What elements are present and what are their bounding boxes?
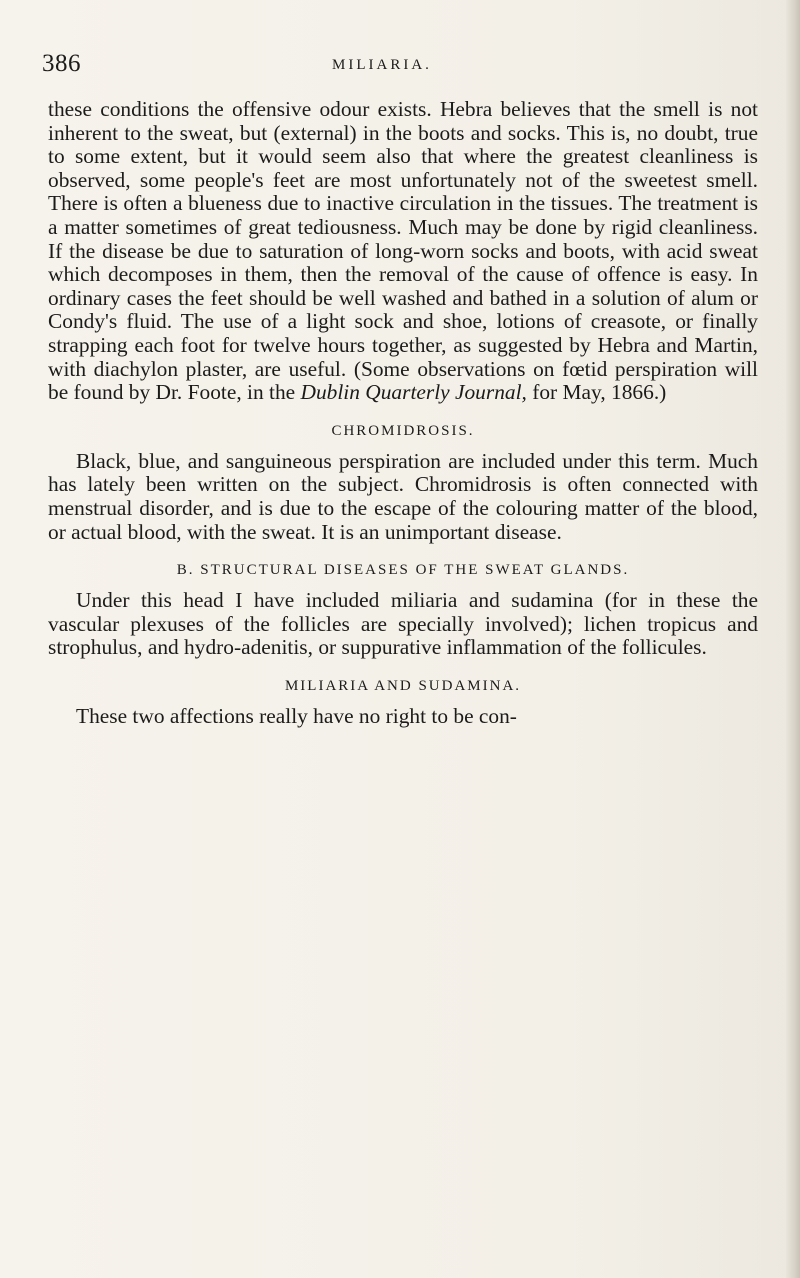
paragraph-text: these conditions the offensive odour exists. Hebra believes that the smell is not inherent to the sweat, but (external) in the boots and socks. This is, no doubt, true to some extent, but it would seem also that where the greatest cleanliness is observed, some people's feet are most unfortunately not of the sweetest smell. There is often a blueness due to inactive circulation in the tissues. The treatment is a matter sometimes of great tediousness. Much may be done by rigid cleanliness. If the disease be due to saturation of long-worn socks and boots, with acid sweat which decomposes in them, then the removal of the cause of offence is easy. In ordinary cases the feet should be well washed and bathed in a solution of alum or Condy's fluid. The use of a light sock and shoe, lotions of creasote, or finally strapping each foot for twelve hours together, as suggested by Hebra and Martin, with diachylon plaster, are useful. (Some observations on fœtid perspiration will be found by Dr. Foote, in the [48, 97, 758, 405]
section-heading-chromidrosis: CHROMIDROSIS. [331, 422, 475, 439]
paragraph-text-end: for May, 1866.) [526, 380, 667, 405]
page-edge-shadow [786, 0, 800, 1278]
paragraph-chromidrosis: Black, blue, and sanguineous perspiration are included under this term. Much has lately been written on the subject. Chromidrosis is often connected with menstrual disorder, and is due to the escape of the colouring matter of the blood, or actual blood, with the sweat. It is an unimportant disease. [48, 448, 758, 544]
page-header [42, 50, 742, 86]
running-head: MILIARIA. [332, 57, 432, 73]
section-heading-structural-diseases: B. STRUCTURAL DISEASES OF THE SWEAT GLANDS. [176, 562, 630, 579]
journal-title: Dublin Quarterly Journal, [300, 380, 527, 405]
paragraph-hyperidrosis-treatment [48, 98, 758, 405]
body-text [48, 98, 758, 728]
paragraph-miliaria: These two affections really have no right to be con- [76, 703, 517, 728]
paragraph-structural-diseases: Under this head I have included miliaria and sudamina (for in these the vascular plexuses of the follicles are specially involved); lichen tropicus and strophulus, and hydro-adenitis, or suppurative inflammation of the follicules. [48, 588, 758, 660]
page-number: 386 [42, 50, 81, 77]
section-heading-miliaria: MILIARIA AND SUDAMINA. [284, 677, 522, 694]
